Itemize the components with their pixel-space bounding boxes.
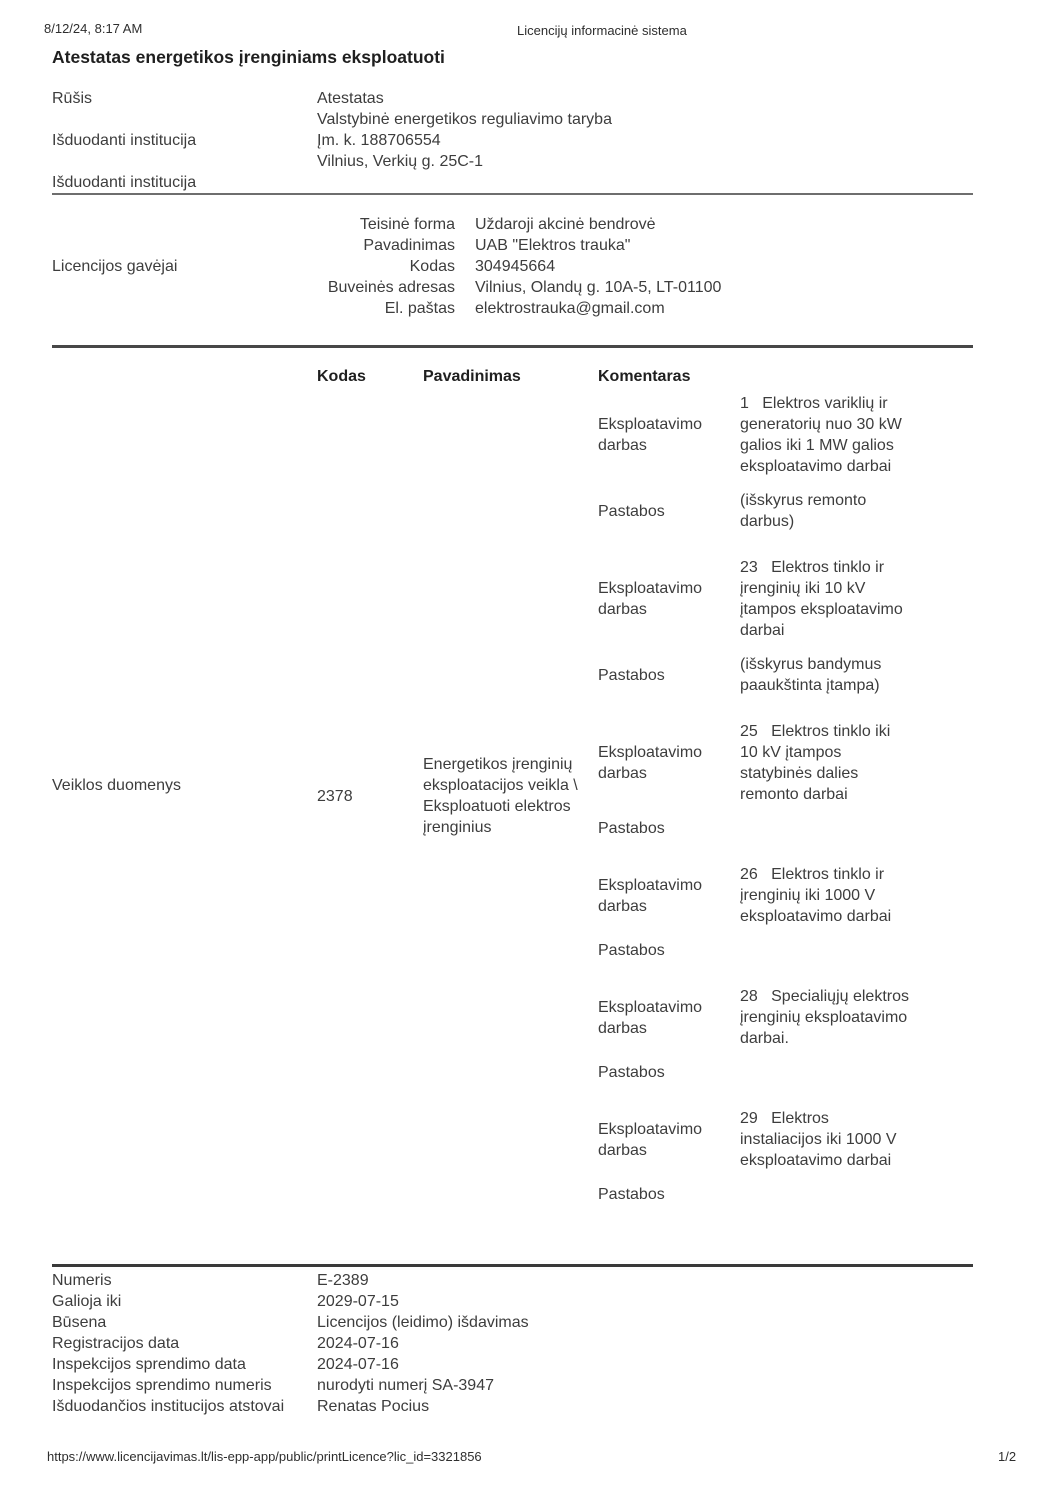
field-value: Atestatas: [317, 90, 384, 107]
work-item-darbas-row: [598, 864, 973, 927]
section-label-text: Veiklos duomenys: [52, 777, 181, 794]
row-label-eksploatavimo-darbas: Eksploatavimo darbas: [598, 580, 703, 618]
work-item: [598, 393, 973, 532]
column-pavadinimas: [423, 366, 598, 1205]
field-value: E-2389: [317, 1272, 369, 1289]
pavadinimas-value-wrap: [423, 387, 598, 1205]
work-item: [598, 721, 973, 839]
work-item-darbas-row: [598, 557, 973, 641]
sub-label: Buveinės adresas: [327, 279, 455, 296]
field-row-isduodanti-institucija: [52, 109, 973, 172]
section-label: Licencijos gavėjai: [52, 258, 178, 275]
institution-code: Įm. k. 188706554: [317, 132, 441, 149]
work-item: [598, 557, 973, 696]
work-item-darbas-row: [598, 393, 973, 477]
document-title: Atestatas energetikos įrenginiams eksploatuoti: [52, 47, 445, 67]
darbas-comment: 25 Elektros tinklo iki 10 kV įtampos statybinės dalies remonto darbai: [740, 723, 895, 803]
darbas-comment: 23 Elektros tinklo ir įrenginių iki 10 kV įtampos eksploatavimo darbai: [740, 559, 908, 639]
row-label-pastabos: Pastabos: [598, 820, 665, 837]
row-label-pastabos: Pastabos: [598, 666, 665, 684]
section-veiklos-duomenys: [52, 348, 973, 1267]
field-value: Renatas Pocius: [317, 1398, 430, 1415]
pastabos-comment: (išskyrus bandymus paaukštinta įtampa): [740, 656, 886, 694]
row-label-pastabos: Pastabos: [598, 502, 665, 520]
row-label-pastabos: Pastabos: [598, 942, 665, 959]
field-label: Registracijos data: [52, 1335, 180, 1352]
work-item-pastabos-row: [598, 1062, 973, 1083]
row-label-eksploatavimo-darbas: Eksploatavimo darbas: [598, 876, 703, 915]
field-value: 2024-07-16: [317, 1356, 399, 1373]
field-value: 2029-07-15: [317, 1293, 399, 1310]
sub-value: UAB "Elektros trauka": [475, 237, 631, 254]
print-footer-url: https://www.licencijavimas.lt/lis-epp-app/public/printLicence?lic_id=3321856: [47, 1449, 482, 1464]
kodas-value-wrap: [317, 387, 423, 1205]
work-item-darbas-row: [598, 986, 973, 1049]
field-value: nurodyti numerį SA-3947: [317, 1377, 494, 1394]
column-komentaras: [598, 366, 973, 1205]
kodas-value: 2378: [317, 787, 353, 805]
pastabos-comment: (išskyrus remonto darbus): [740, 492, 871, 530]
field-row-numeris: [52, 1270, 973, 1291]
pavadinimas-value: Energetikos įrenginių eksploatacijos veikla \ Eksploatuoti elektros įrenginius: [423, 756, 583, 836]
row-label-eksploatavimo-darbas: Eksploatavimo darbas: [598, 998, 703, 1037]
field-row-inspekcijos-sprendimo-data: [52, 1354, 973, 1375]
field-value: 2024-07-16: [317, 1335, 399, 1352]
field-row-inspekcijos-sprendimo-numeris: [52, 1375, 973, 1396]
field-label: Galioja iki: [52, 1293, 122, 1310]
work-item-darbas-row: [598, 721, 973, 805]
sub-row-pavadinimas: [317, 235, 973, 256]
column-kodas: [317, 366, 423, 1205]
institution-address: Vilnius, Verkių g. 25C-1: [317, 153, 484, 170]
sub-value: Vilnius, Olandų g. 10A-5, LT-01100: [475, 279, 722, 296]
sub-label: Teisinė forma: [359, 216, 455, 233]
sub-label: Pavadinimas: [363, 237, 455, 254]
print-header-system-name: Licencijų informacinė sistema: [517, 23, 687, 38]
institution-name: Valstybinė energetikos reguliavimo taryba: [317, 111, 612, 128]
field-label: Išduodanti institucija: [52, 174, 197, 191]
field-row-galioja-iki: [52, 1291, 973, 1312]
work-item: [598, 1108, 973, 1205]
darbas-comment: 1 Elektros variklių ir generatorių nuo 30 kW galios iki 1 MW galios eksploatavimo darbai: [740, 395, 907, 475]
sub-label: Kodas: [409, 258, 455, 275]
column-header-pavadinimas: Pavadinimas: [423, 368, 521, 385]
work-item-pastabos-row: [598, 490, 973, 532]
field-label: Išduodanti institucija: [52, 132, 197, 149]
sub-row-el-pastas: [317, 298, 973, 319]
field-row-isduodanti-institucija-2: [52, 172, 973, 195]
row-label-eksploatavimo-darbas: Eksploatavimo darbas: [598, 1120, 703, 1159]
komentaras-groups: [598, 393, 973, 1205]
document-content: [52, 46, 973, 1417]
field-value: Licencijos (leidimo) išdavimas: [317, 1314, 529, 1331]
work-item-pastabos-row: [598, 654, 973, 696]
row-label-eksploatavimo-darbas: Eksploatavimo darbas: [598, 744, 703, 782]
field-label: Inspekcijos sprendimo data: [52, 1356, 246, 1373]
darbas-comment: 29 Elektros instaliacijos iki 1000 V eksploatavimo darbai: [740, 1110, 901, 1169]
sub-row-teisine-forma: [317, 214, 973, 235]
section-license-details: [52, 1267, 973, 1417]
work-item-pastabos-row: [598, 940, 973, 961]
work-item: [598, 864, 973, 961]
row-label-eksploatavimo-darbas: Eksploatavimo darbas: [598, 416, 703, 454]
print-footer-page-number: 1/2: [998, 1449, 1017, 1464]
column-header-komentaras: Komentaras: [598, 368, 691, 385]
field-label: Išduodančios institucijos atstovai: [52, 1398, 285, 1415]
row-label-pastabos: Pastabos: [598, 1064, 665, 1081]
column-header-kodas: Kodas: [317, 368, 366, 385]
field-label: Būsena: [52, 1314, 107, 1331]
print-header-datetime: 8/12/24, 8:17 AM: [44, 21, 143, 36]
field-row-atstovai: [52, 1396, 973, 1417]
work-item-darbas-row: [598, 1108, 973, 1171]
row-label-pastabos: Pastabos: [598, 1186, 665, 1203]
section-label: [52, 366, 317, 1205]
sub-value: Uždaroji akcinė bendrovė: [475, 216, 656, 233]
darbas-comment: 26 Elektros tinklo ir įrenginių iki 1000 V eksploatavimo darbai: [740, 866, 892, 925]
sub-value: elektrostrauka@gmail.com: [475, 300, 665, 317]
work-item-pastabos-row: [598, 1184, 973, 1205]
sub-row-buveines-adresas: [317, 277, 973, 298]
sub-row-kodas: [317, 256, 973, 277]
work-item-pastabos-row: [598, 818, 973, 839]
sub-value: 304945664: [475, 258, 556, 275]
field-row-busena: [52, 1312, 973, 1333]
field-label: Numeris: [52, 1272, 112, 1289]
field-value-group: [317, 109, 973, 172]
work-item: [598, 986, 973, 1083]
field-row-rusis: [52, 88, 973, 109]
section-licencijos-gavejai: [52, 195, 973, 348]
field-label: Inspekcijos sprendimo numeris: [52, 1377, 272, 1394]
field-label: Rūšis: [52, 90, 93, 107]
darbas-comment: 28 Specialiųjų elektros įrenginių eksploatavimo darbai.: [740, 988, 914, 1047]
field-row-registracijos-data: [52, 1333, 973, 1354]
sub-label: El. paštas: [384, 300, 455, 317]
gavejai-sub-table: [317, 214, 973, 319]
